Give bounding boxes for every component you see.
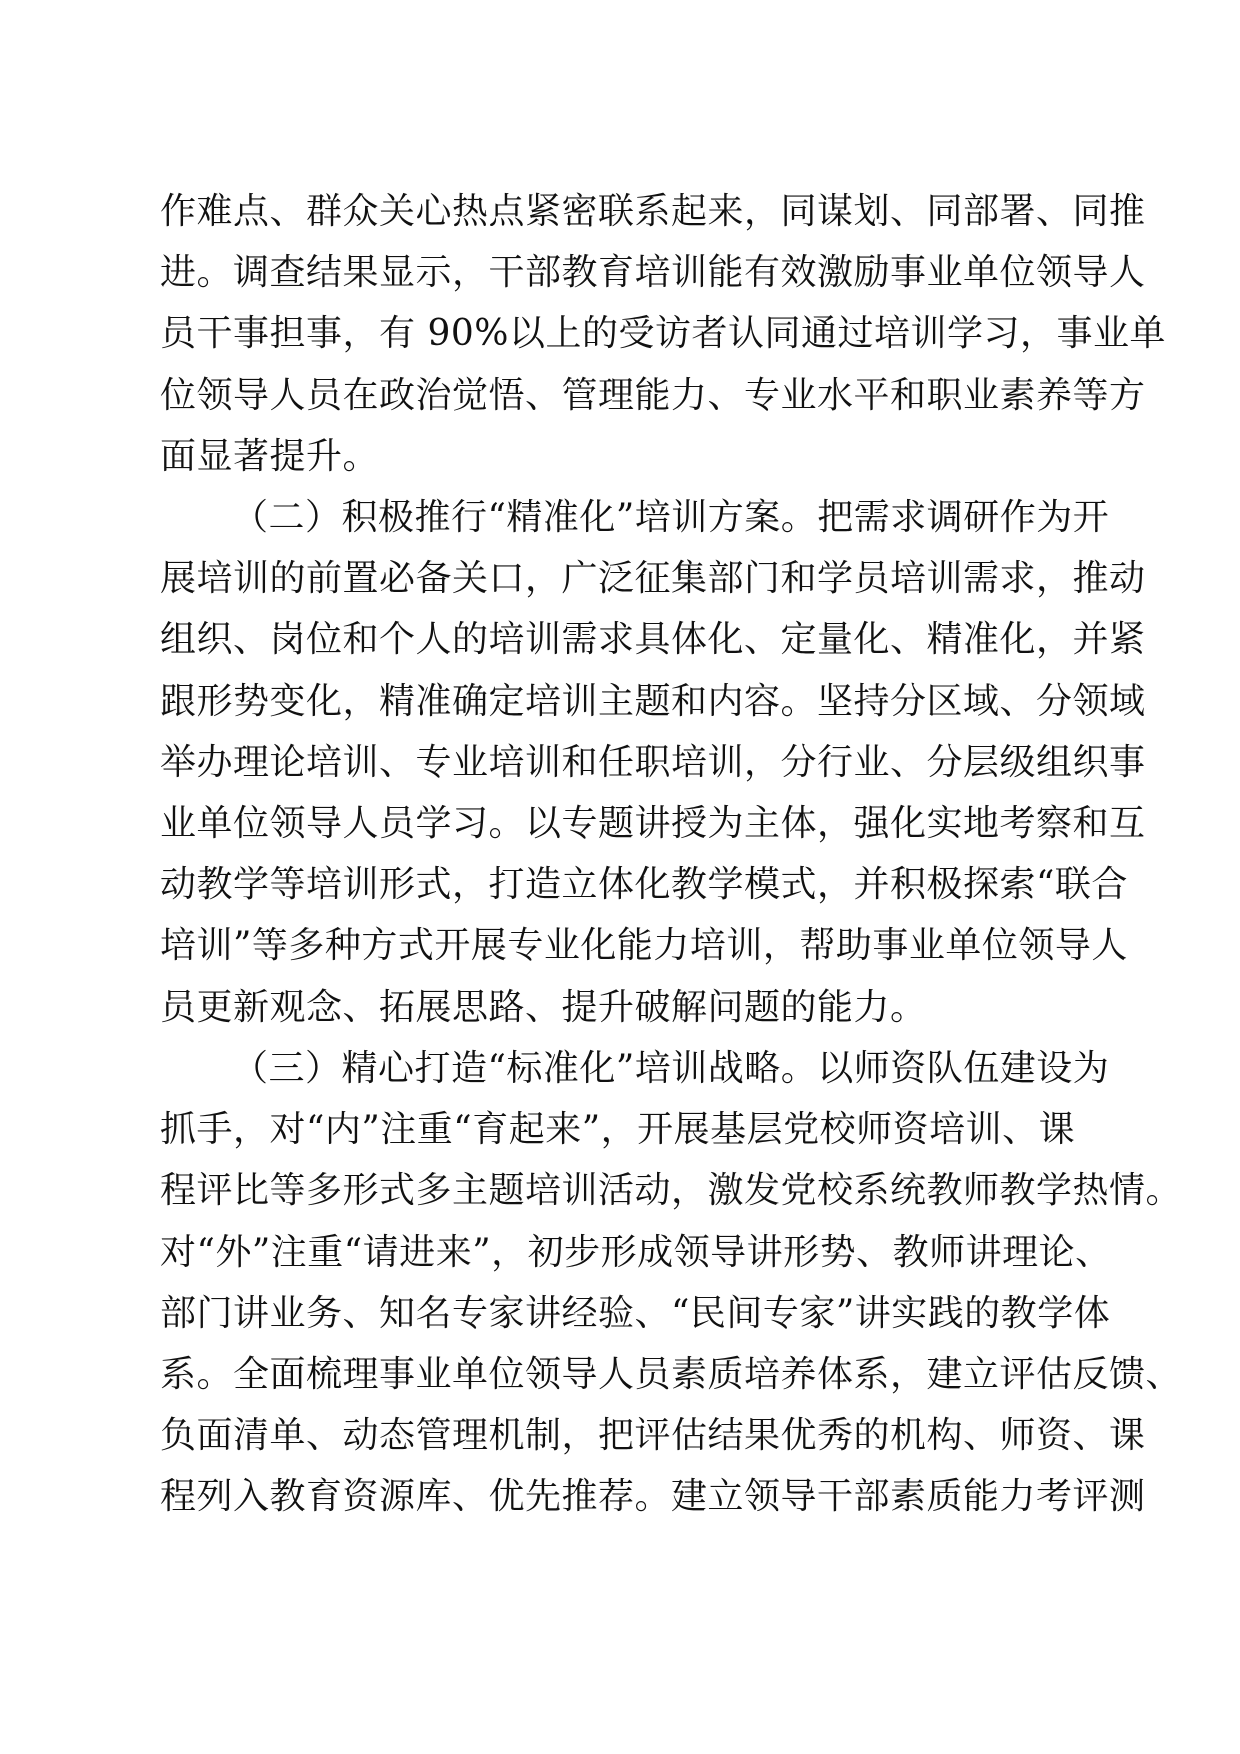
- text-line: 作难点、群众关心热点紧密联系起来，同谋划、同部署、同推: [160, 191, 1146, 232]
- text-line: 展培训的前置必备关口，广泛征集部门和学员培训需求，推动: [160, 558, 1146, 600]
- text-line: 员干事担事，有 90%以上的受访者认同通过培训学习，事业单: [160, 313, 1166, 355]
- text-line: 程列入教育资源库、优先推荐。建立领导干部素质能力考评测: [160, 1476, 1146, 1518]
- text-line: 对“外”注重“请进来”，初步形成领导讲形势、教师讲理论、: [160, 1231, 1112, 1273]
- text-line: 程评比等多形式多主题培训活动，激发党校系统教师教学热情。: [160, 1170, 1183, 1212]
- paragraph-section-two: [160, 487, 1146, 1038]
- paragraph-continuation: [160, 181, 1166, 487]
- text-line: 进。调查结果显示，干部教育培训能有效激励事业单位领导人: [160, 252, 1146, 294]
- text-line: 抓手，对“内”注重“育起来”，开展基层党校师资培训、课: [160, 1109, 1076, 1151]
- text-line: 系。全面梳理事业单位领导人员素质培养体系，建立评估反馈、: [160, 1353, 1183, 1395]
- text-line: 位领导人员在政治觉悟、管理能力、专业水平和职业素养等方: [160, 374, 1146, 416]
- paragraph-section-three: [160, 1038, 1183, 1528]
- text-line: 动教学等培训形式，打造立体化教学模式，并积极探索“联合: [160, 864, 1128, 906]
- text-line: 组织、岗位和个人的培训需求具体化、定量化、精准化，并紧: [160, 619, 1146, 661]
- section-heading-line: （二）积极推行“精准化”培训方案。把需求调研作为开: [232, 497, 1110, 538]
- section-heading-line: （三）精心打造“标准化”培训战略。以师资队伍建设为: [232, 1048, 1110, 1089]
- text-line: 业单位领导人员学习。以专题讲授为主体，强化实地考察和互: [160, 802, 1146, 844]
- text-line: 员更新观念、拓展思路、提升破解问题的能力。: [160, 986, 927, 1028]
- text-line: 负面清单、动态管理机制，把评估结果优秀的机构、师资、课: [160, 1415, 1146, 1457]
- text-line: 培训”等多种方式开展专业化能力培训，帮助事业单位领导人: [160, 925, 1128, 967]
- text-line: 跟形势变化，精准确定培训主题和内容。坚持分区域、分领域: [160, 680, 1146, 722]
- text-line: 部门讲业务、知名专家讲经验、“民间专家”讲实践的教学体: [160, 1292, 1111, 1334]
- text-line: 举办理论培训、专业培训和任职培训，分行业、分层级组织事: [160, 741, 1146, 783]
- text-line: 面显著提升。: [160, 435, 380, 477]
